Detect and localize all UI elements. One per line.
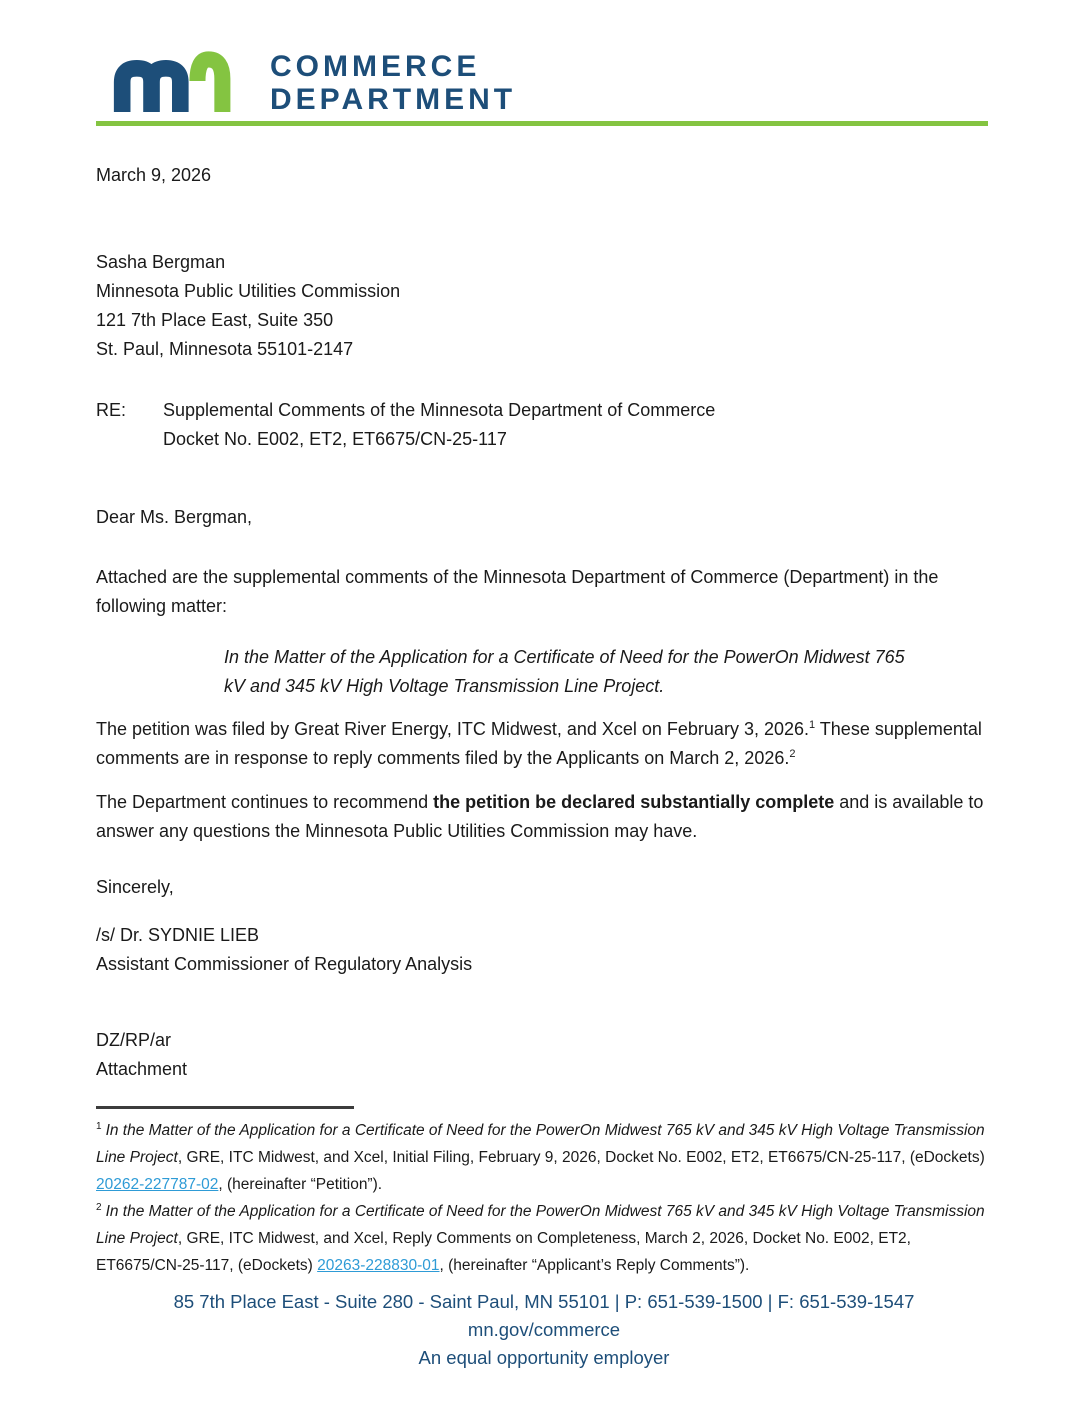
letter-date: March 9, 2026 xyxy=(96,165,212,185)
recipient-address-line2: St. Paul, Minnesota 55101-2147 xyxy=(96,339,354,359)
logo-wordmark xyxy=(270,50,516,116)
footnote-1-text: , GRE, ITC Midwest, and Xcel, Initial Filing, February 9, 2026, Docket No. E002, ET2, ET6675/CN-25-117, (eDockets) xyxy=(177,1149,985,1166)
signature-line: /s/ Dr. SYDNIE LIEB xyxy=(96,925,260,945)
footnote-1-marker: 1 xyxy=(96,1120,102,1132)
re-label: RE: xyxy=(96,400,127,420)
recommendation-text-1: The Department continues to recommend xyxy=(96,792,434,812)
re-docket: Docket No. E002, ET2, ET6675/CN-25-117 xyxy=(163,429,507,449)
footnote-2 xyxy=(96,1198,988,1279)
recipient-name: Sasha Bergman xyxy=(96,252,226,272)
signature-block xyxy=(96,921,988,979)
footer-eeo: An equal opportunity employer xyxy=(418,1347,670,1368)
enclosure-note: Attachment xyxy=(96,1059,188,1079)
typist-initials: DZ/RP/ar xyxy=(96,1030,172,1050)
header-green-rule xyxy=(96,121,988,126)
petition-text-1: The petition was filed by Great River Energy, ITC Midwest, and Xcel on February 3, 2026. xyxy=(96,719,809,739)
mn-logo-icon xyxy=(96,50,248,112)
salutation: Dear Ms. Bergman, xyxy=(96,507,253,527)
edockets-link-2[interactable]: 20263-228830-01 xyxy=(317,1257,440,1274)
recommendation-text-2: and is available to answer any questions the Minnesota Public Utilities Commission may have. xyxy=(96,792,984,841)
footnotes xyxy=(96,1117,988,1279)
footnote-2-marker: 2 xyxy=(96,1201,102,1213)
footnote-1 xyxy=(96,1117,988,1198)
footnote-ref-1: 1 xyxy=(809,719,816,731)
paragraph-intro: Attached are the supplemental comments of the Minnesota Department of Commerce (Department) in the following matter: xyxy=(96,567,939,616)
valediction: Sincerely, xyxy=(96,877,174,897)
page-footer xyxy=(0,1288,1088,1372)
footnote-2-case-title: In the Matter of the Application for a Certificate of Need for the PowerOn Midwest 765 kV and 345 kV High Voltage Transmission Line Project xyxy=(96,1203,985,1247)
re-block xyxy=(96,396,988,454)
footnote-ref-2: 2 xyxy=(789,748,796,760)
recipient-block xyxy=(96,248,988,364)
footnote-2-text: , GRE, ITC Midwest, and Xcel, Reply Comments on Completeness, March 2, 2026, Docket No. E002, ET2, ET6675/CN-25-117, (eDockets) xyxy=(96,1230,911,1274)
logo-row xyxy=(96,46,988,116)
recommendation-bold: the petition be declared substantially complete xyxy=(433,792,835,812)
re-subject: Supplemental Comments of the Minnesota Department of Commerce xyxy=(163,400,716,420)
logo-wordmark-line2: DEPARTMENT xyxy=(270,83,517,116)
footnote-1-tail: , (hereinafter “Petition”). xyxy=(218,1176,383,1193)
footnote-2-tail: , (hereinafter “Applicant’s Reply Comments”). xyxy=(439,1257,750,1274)
initials-block xyxy=(96,1026,988,1084)
edockets-link-1[interactable]: 20262-227787-02 xyxy=(96,1176,219,1193)
paragraph-recommendation xyxy=(96,788,988,846)
footnote-1-case-title: In the Matter of the Application for a Certificate of Need for the PowerOn Midwest 765 kV and 345 kV High Voltage Transmission Line Project xyxy=(96,1122,985,1166)
petition-text-2: These supplemental comments are in response to reply comments filed by the Applicants on March 2, 2026. xyxy=(96,719,982,768)
letterhead xyxy=(96,46,988,126)
footer-website: mn.gov/commerce xyxy=(467,1319,621,1340)
case-title: In the Matter of the Application for a Certificate of Need for the PowerOn Midwest 765 kV and 345 kV High Voltage Transmission Line Project. xyxy=(224,647,905,696)
signer-title: Assistant Commissioner of Regulatory Analysis xyxy=(96,954,473,974)
footnote-separator xyxy=(96,1106,354,1109)
paragraph-petition xyxy=(96,715,988,773)
logo-wordmark-line1: COMMERCE xyxy=(270,50,481,83)
recipient-organization: Minnesota Public Utilities Commission xyxy=(96,281,401,301)
re-text xyxy=(163,396,715,454)
recipient-address-line1: 121 7th Place East, Suite 350 xyxy=(96,310,334,330)
footer-contact: 85 7th Place East - Suite 280 - Saint Paul, MN 55101 | P: 651-539-1500 | F: 651-539-1547 xyxy=(173,1291,915,1312)
